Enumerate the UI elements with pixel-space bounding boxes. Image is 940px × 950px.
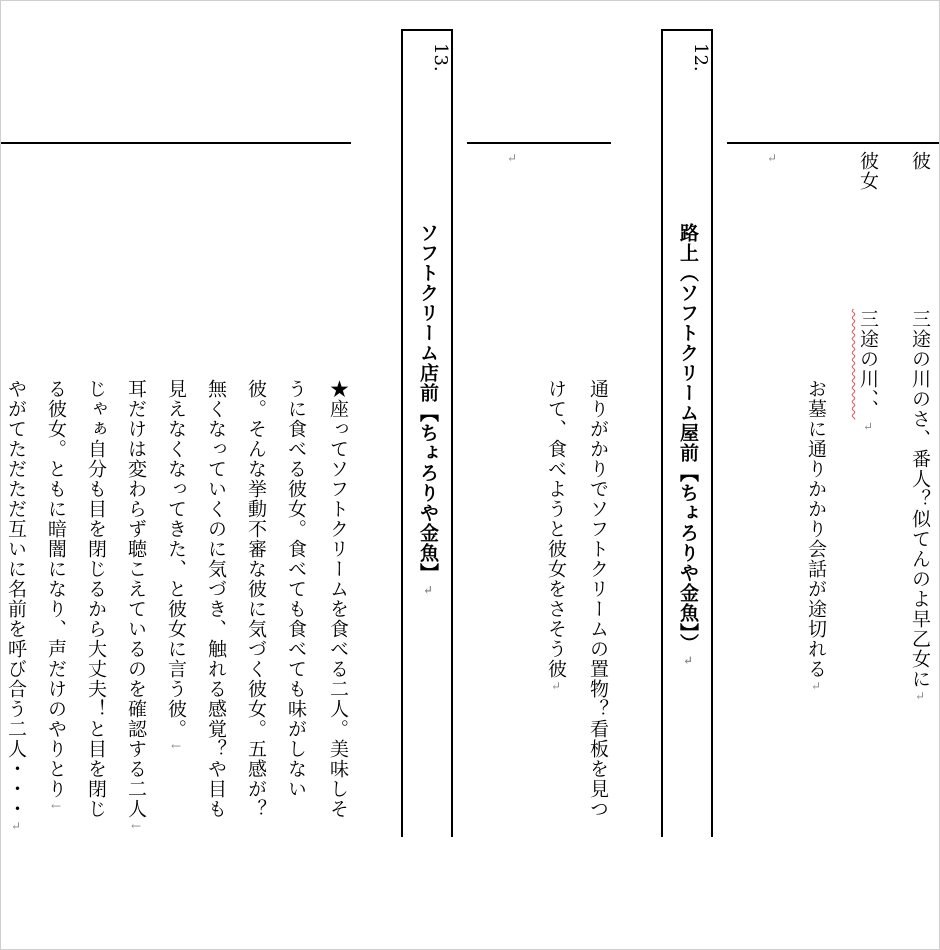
return-mark: ↵ (421, 583, 435, 598)
dialogue-line: 三途の川のさ、番人？似てんのよ早乙女に↵ (909, 309, 931, 704)
left-mark: ← (129, 819, 143, 834)
dialogue-line: 三途の川、、↵ (857, 309, 879, 435)
action-line: 無くなっていくのに気づき、触れる感覚？や目も (205, 379, 227, 819)
action-line: けて、食べようと彼女をさそう彼↵ (545, 379, 567, 694)
return-mark: ↵ (765, 151, 779, 166)
rule-line (467, 142, 611, 144)
action-line: る彼女。ともに暗闇になり、声だけのやりとり← (45, 379, 67, 814)
action-line: ★座ってソフトクリームを食べる二人。美味しそ (327, 379, 349, 819)
left-mark: ← (49, 799, 63, 814)
action-line: 耳だけは変わらず聴こえているのを確認する二人← (125, 379, 147, 834)
action-line: うに食べる彼女。食べても食べても味がしない (285, 379, 307, 799)
return-mark: ↵ (809, 679, 823, 694)
scene-number: 13. (430, 43, 451, 72)
action-line: 通りがかりでソフトクリームの置物？看板を見つ (587, 379, 609, 819)
scene-number: 12. (690, 43, 711, 72)
return-mark: ↵ (505, 151, 519, 166)
return-mark: ↵ (549, 679, 563, 694)
dialogue-speaker: 彼 (909, 151, 931, 171)
scene-heading: ソフトクリーム店前【ちょろりや金魚】↵ (417, 223, 439, 598)
scene-heading-box (661, 29, 713, 837)
action-line: 見えなくなってきた、と彼女に言う彼。← (165, 379, 187, 754)
stage-direction: お墓に通りかかり会話が途切れる↵ (805, 379, 827, 694)
scene-heading: 路上（ソフトクリーム屋前【ちょろりや金魚】）↵ (677, 223, 699, 669)
return-mark: ↵ (9, 819, 23, 834)
action-line: 彼。そんな挙動不審な彼に気づく彼女。五感が？ (245, 379, 267, 819)
return-mark: ↵ (913, 689, 927, 704)
rule-line (727, 142, 939, 144)
return-mark: ↵ (861, 419, 875, 435)
return-mark: ↵ (681, 653, 695, 669)
scene-heading-box (401, 29, 453, 837)
action-line: じゃぁ自分も目を閉じるから大丈夫！と目を閉じ (85, 379, 107, 819)
action-line: やがてただただ互いに名前を呼び合う二人・・・↵ (5, 379, 27, 834)
rule-line (1, 142, 351, 144)
dialogue-speaker: 彼女 (857, 151, 879, 191)
left-mark: ← (169, 739, 183, 754)
